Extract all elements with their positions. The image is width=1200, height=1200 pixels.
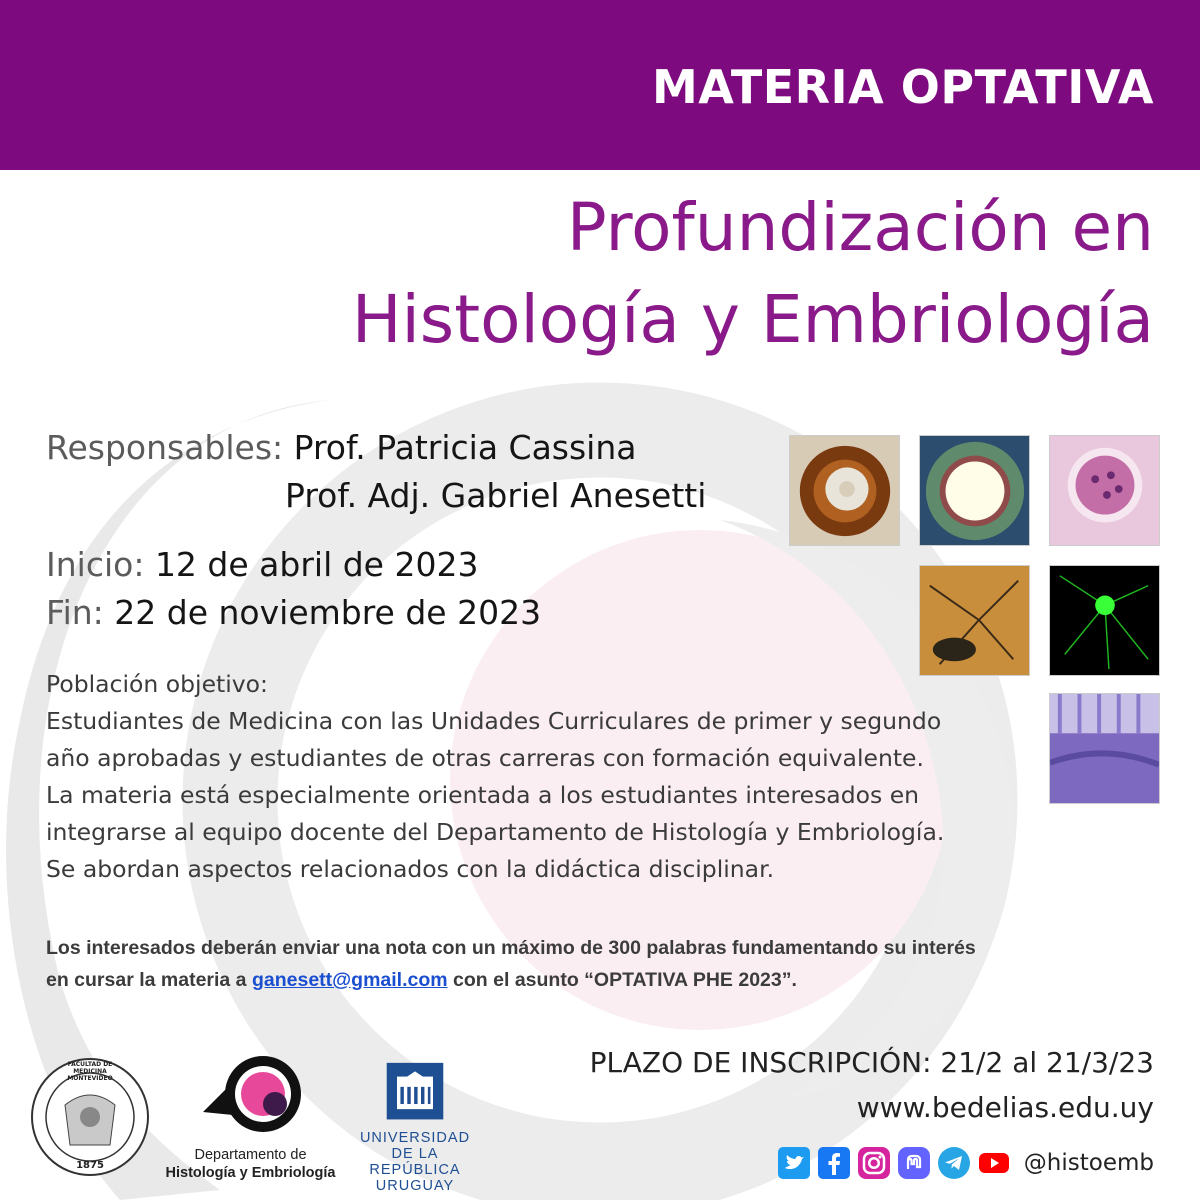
population-line: integrarse al equipo docente del Departamento de Histología y Embriología. [46, 818, 945, 846]
start-date-label: Inicio: [46, 545, 145, 584]
dates-block [46, 541, 541, 637]
course-title-line2: Histología y Embriología [351, 281, 1154, 358]
population-line: La materia está especialmente orientada a los estudiantes interesados en [46, 781, 920, 809]
social-links [778, 1145, 1154, 1181]
department-logo [163, 1052, 338, 1187]
population-title: Población objetivo: [46, 670, 268, 698]
end-date-row [46, 589, 541, 637]
responsables-label: Responsables: [46, 428, 284, 467]
micrograph-glomerulus [1049, 435, 1160, 546]
header-bar [0, 0, 1200, 170]
application-note [46, 932, 1146, 996]
micrograph-fluorescent-cell [1049, 565, 1160, 676]
instagram-icon[interactable] [858, 1147, 890, 1179]
course-title [352, 182, 1154, 366]
udelar-building-icon [385, 1058, 445, 1126]
udelar-name-line2: DE LA REPÚBLICA [369, 1146, 461, 1178]
youtube-icon[interactable] [978, 1147, 1010, 1179]
inscription-deadline: PLAZO DE INSCRIPCIÓN: 21/2 al 21/3/23 [589, 1046, 1154, 1079]
population-line: año aprobadas y estudiantes de otras carreras con formación equivalente. [46, 744, 924, 772]
note-line2-before: en cursar la materia a [46, 969, 247, 991]
responsable-name-2: Prof. Adj. Gabriel Anesetti [285, 476, 707, 515]
department-name-line1: Departamento de [194, 1147, 307, 1163]
population-block [46, 666, 1036, 888]
end-date-label: Fin: [46, 593, 104, 632]
responsables-row [46, 424, 636, 472]
population-line: Estudiantes de Medicina con las Unidades Curriculares de primer y segundo [46, 707, 942, 735]
end-date-value: 22 de noviembre de 2023 [114, 593, 542, 632]
twitter-icon[interactable] [778, 1147, 810, 1179]
note-line2 [46, 964, 1146, 996]
responsable-name-1: Prof. Patricia Cassina [293, 428, 637, 467]
course-title-line1: Profundización en [566, 189, 1154, 266]
micrograph-neuron [919, 565, 1030, 676]
faculty-year: 1875 [76, 1160, 104, 1171]
telegram-icon[interactable] [938, 1147, 970, 1179]
population-line: Se abordan aspectos relacionados con la didáctica disciplinar. [46, 855, 775, 883]
micrograph-artery [919, 435, 1030, 546]
faculty-ring-text: FACULTAD DE MEDICINA MONTEVIDEO [67, 1061, 113, 1082]
social-handle[interactable]: @histoemb [1023, 1150, 1154, 1176]
note-line1: Los interesados deberán enviar una nota con un máximo de 300 palabras fundamentando su interés [46, 937, 976, 959]
facebook-icon[interactable] [818, 1147, 850, 1179]
header-title: MATERIA OPTATIVA [652, 60, 1154, 114]
department-name [163, 1146, 338, 1182]
micrograph-hair-follicle [789, 435, 900, 546]
start-date-row [46, 541, 541, 589]
udelar-name-line3: URUGUAY [375, 1178, 455, 1194]
faculty-medicine-logo [30, 1055, 150, 1180]
udelar-name [345, 1130, 485, 1194]
start-date-value: 12 de abril de 2023 [154, 545, 479, 584]
udelar-name-line1: UNIVERSIDAD [359, 1130, 471, 1146]
department-emblem-icon [163, 1052, 338, 1142]
note-line2-after: con el asunto “OPTATIVA PHE 2023”. [453, 969, 797, 991]
email-link[interactable]: ganesett@gmail.com [251, 969, 448, 991]
department-name-line2: Histología y Embriología [165, 1165, 336, 1181]
udelar-logo [345, 1058, 485, 1194]
mastodon-icon[interactable] [898, 1147, 930, 1179]
website-link[interactable]: www.bedelias.edu.uy [856, 1091, 1154, 1124]
micrograph-intestinal-tissue [1049, 693, 1160, 804]
